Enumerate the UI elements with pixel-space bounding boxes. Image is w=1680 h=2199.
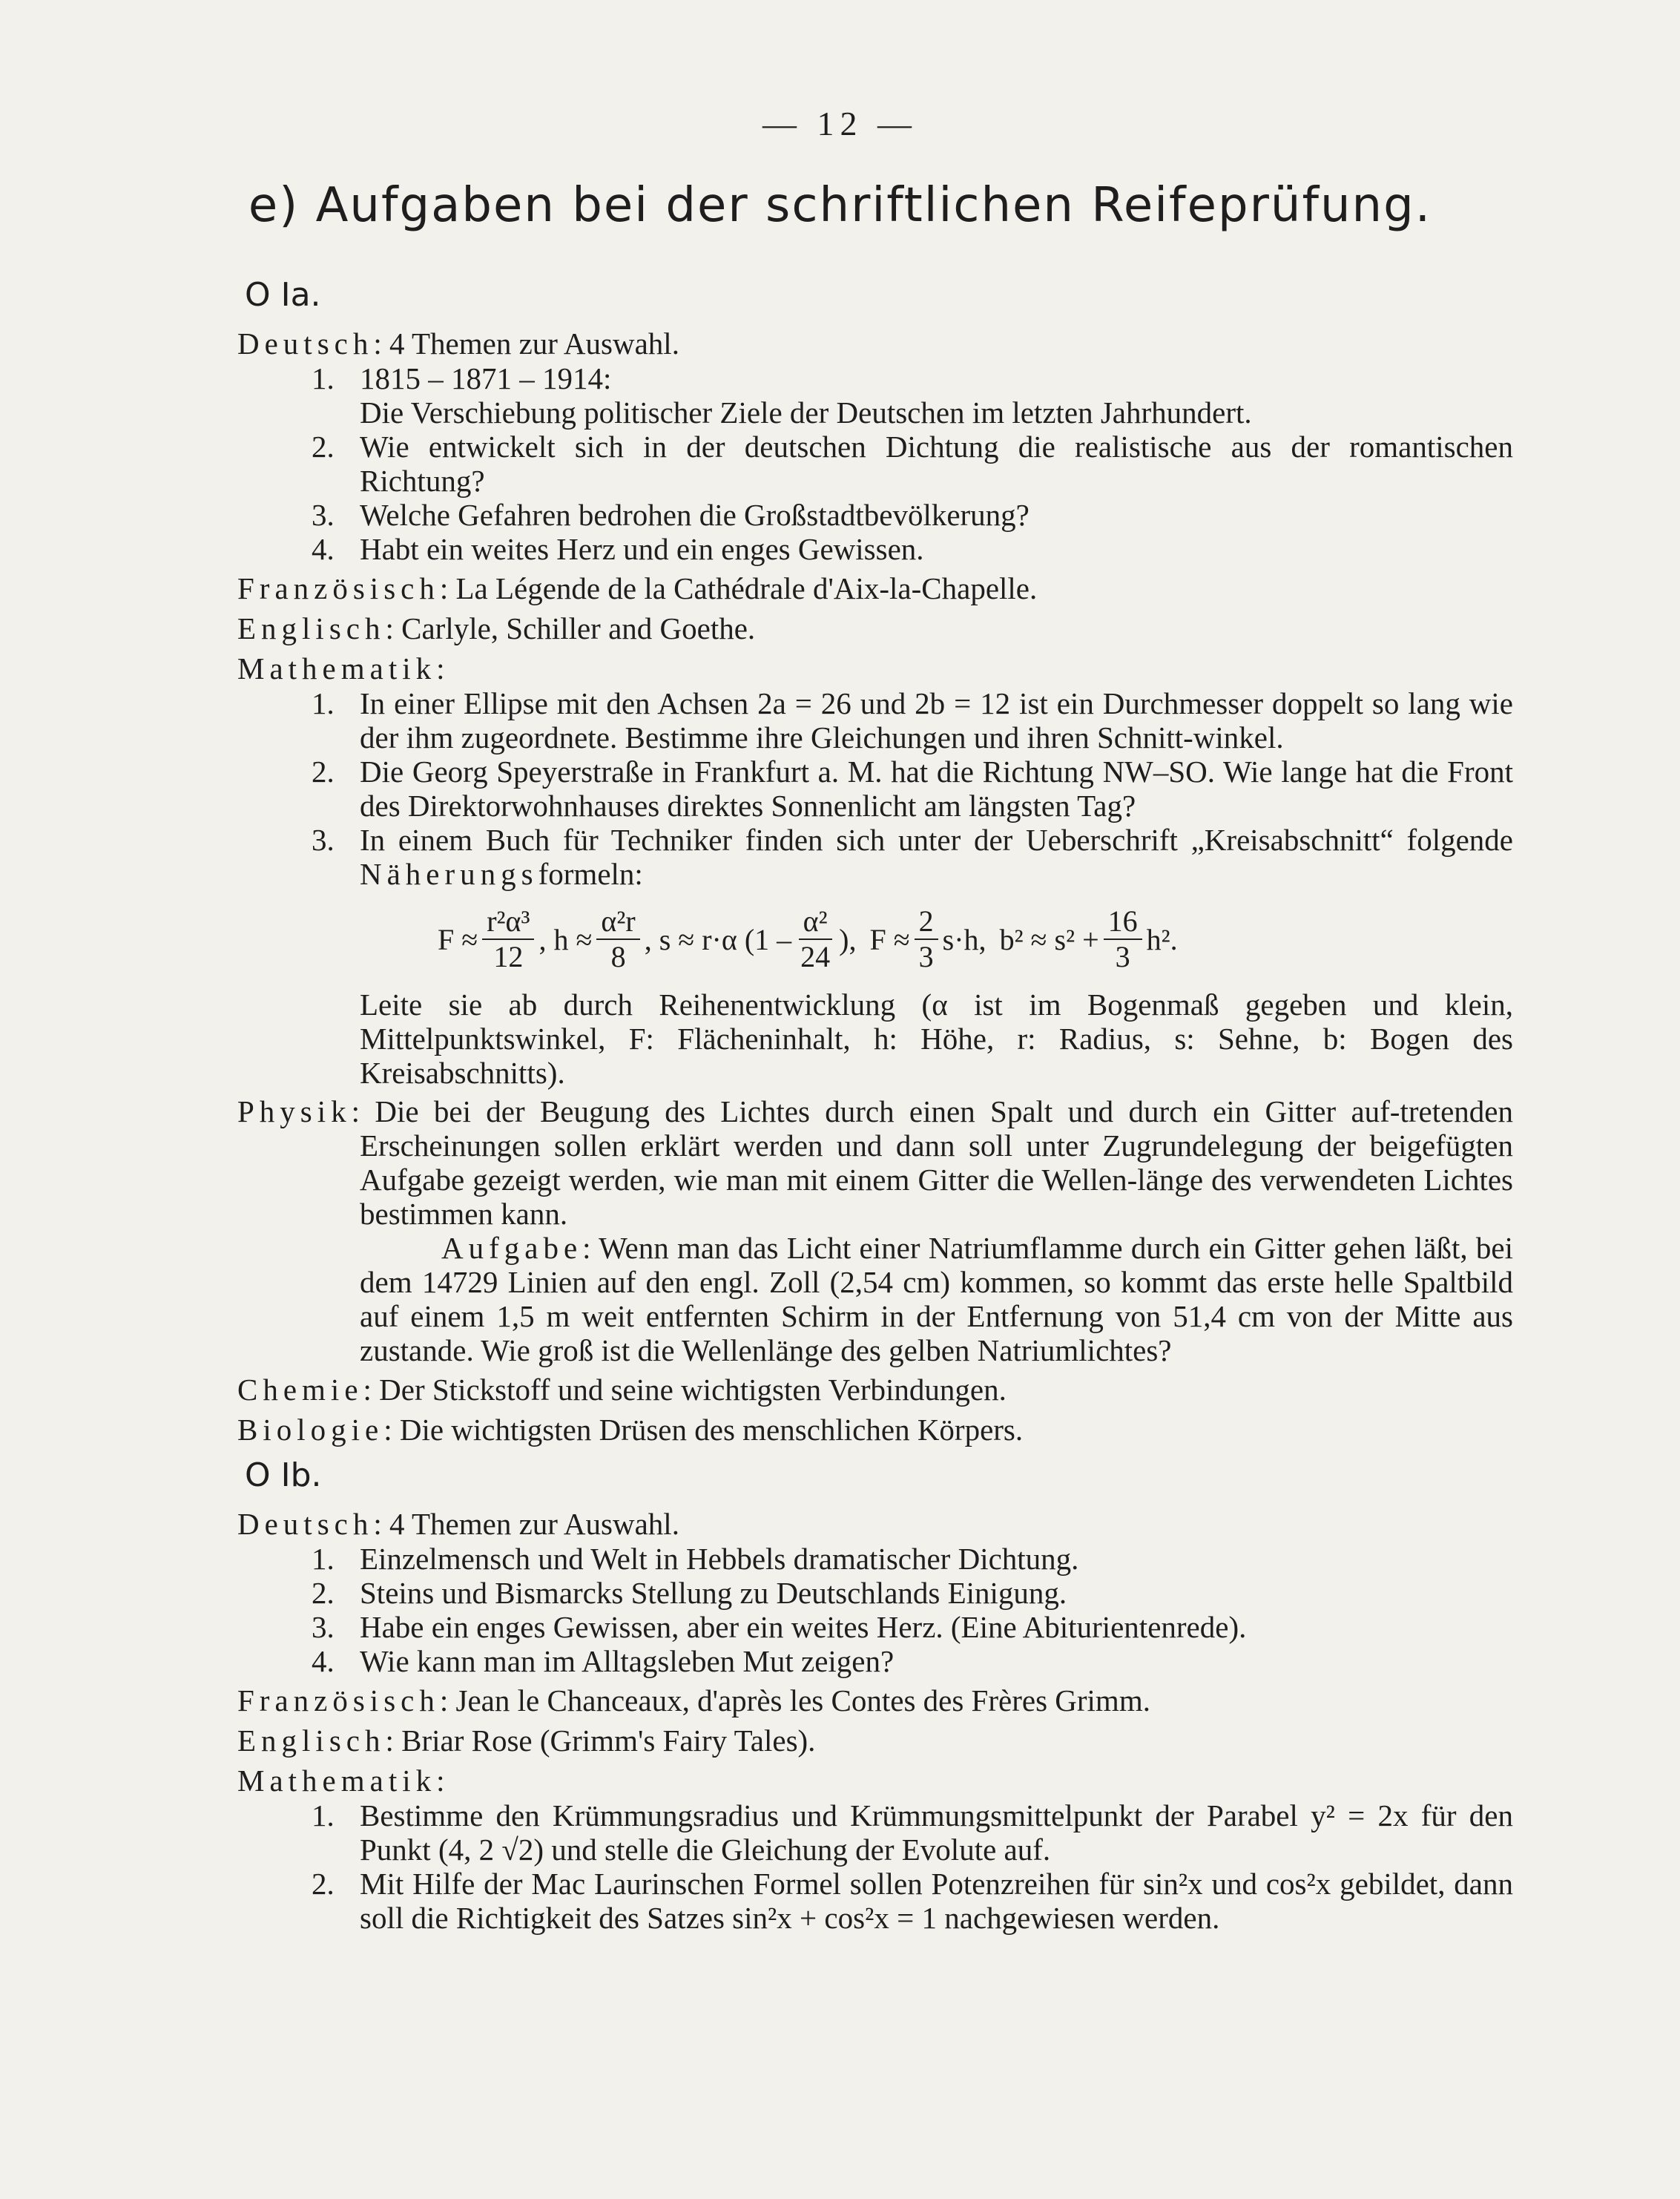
aufgabe-text: : Wenn man das Licht einer Natriumflamme durch ein Gitter gehen läßt, bei dem 14729 Linien auf den engl. Zoll (2,54 cm) kommen, so kommt das erste helle Spaltbild auf einem 1,5 m weit entfernten Schirm in der Entfernung von 51,4 cm von der Mitte aus zustande. Wie groß ist die Wellenlänge des gelben Natriumlichtes?: [360, 1231, 1513, 1367]
item-text: Mit Hilfe der Mac Laurinschen Formel sollen Potenzreihen für sin²x und cos²x gebildet, dann soll die Richtigkeit des Satzes sin²x + cos²x = 1 nachgewiesen werden.: [360, 1867, 1513, 1935]
formula-explanation: Leite sie ab durch Reihenentwicklung (α ist im Bogenmaß gegeben und klein, Mittelpunktswinkel, F: Flächeninhalt, h: Höhe, r: Radius, s: Sehne, b: Bogen des Kreisabschnitts).: [360, 987, 1513, 1090]
item-number: 1.: [312, 686, 335, 720]
subject-label: Biologie: [237, 1413, 384, 1447]
numerator: α²r: [596, 904, 639, 940]
subject-label: Mathematik: [237, 1764, 437, 1798]
denominator: 24: [800, 940, 831, 973]
subject-label: Englisch: [237, 611, 386, 645]
document-body: [237, 267, 1513, 1935]
item-number: 1.: [312, 361, 335, 395]
subject-label: Chemie: [237, 1373, 363, 1407]
formula-text: s·h,: [942, 922, 986, 956]
item-number: 3.: [312, 1610, 335, 1644]
numerator: α²: [799, 904, 832, 940]
class-heading-oib: O Ib.: [245, 1456, 322, 1494]
subject-label: Deutsch: [237, 1507, 374, 1541]
list-item-continuation: Die Verschiebung politischer Ziele der Deutschen im letzten Jahrhundert.: [360, 395, 1252, 430]
item-number: 3.: [312, 498, 335, 532]
subject-mathematik: [237, 651, 1513, 686]
list-item: [237, 1542, 1513, 1576]
subject-label: Englisch: [237, 1723, 386, 1758]
item-number: 3.: [312, 823, 335, 857]
numerator: 16: [1104, 904, 1142, 940]
subject-text: : Jean le Chanceaux, d'après les Contes des Frères Grimm.: [439, 1683, 1150, 1718]
denominator: 3: [1115, 940, 1130, 973]
subject-franzoesisch: [237, 1683, 1513, 1718]
list-item: [237, 1644, 1513, 1678]
subject-text: : Carlyle, Schiller and Goethe.: [385, 611, 756, 645]
subject-deutsch: [237, 326, 1513, 361]
subject-mathematik: [237, 1763, 1513, 1798]
formula-text: F ≈: [438, 922, 478, 956]
item-text-spaced: Näherungs: [360, 857, 538, 891]
subject-label: Deutsch: [237, 326, 374, 361]
formula-text: , h ≈: [538, 922, 593, 956]
list-item: [237, 430, 1513, 498]
item-text: Steins und Bismarcks Stellung zu Deutschlands Einigung.: [360, 1576, 1067, 1610]
formula-text: ),: [839, 922, 857, 956]
subject-colon: :: [436, 1764, 445, 1798]
denominator: 12: [493, 940, 524, 973]
fraction: [915, 904, 938, 974]
denominator: 3: [918, 940, 934, 973]
item-text: Welche Gefahren bedrohen die Großstadtbevölkerung?: [360, 498, 1030, 532]
item-number: 1.: [312, 1542, 335, 1576]
item-number: 2.: [312, 1576, 335, 1610]
item-number: 4.: [312, 1644, 335, 1678]
subject-text: : 4 Themen zur Auswahl.: [373, 1507, 679, 1541]
item-number: 2.: [312, 1867, 335, 1901]
item-text: Wie entwickelt sich in der deutschen Dichtung die realistische aus der romantischen Richtung?: [360, 430, 1513, 498]
list-item: [237, 1798, 1513, 1867]
formula-text: h².: [1146, 922, 1178, 956]
subject-biologie: [237, 1412, 1513, 1447]
subject-label: Französisch: [237, 1683, 440, 1718]
item-text: In einer Ellipse mit den Achsen 2a = 26 und 2b = 12 ist ein Durchmesser doppelt so lang wie der ihm zugeordnete. Bestimme ihre Gleichungen und ihren Schnitt-winkel.: [360, 686, 1513, 755]
page-title: e) Aufgaben bei der schriftlichen Reifeprüfung.: [248, 178, 1432, 233]
list-item: [237, 1867, 1513, 1935]
numerator: 2: [915, 904, 938, 940]
class-heading-oia: O Ia.: [245, 276, 321, 314]
list-item: [237, 361, 1513, 395]
subject-chemie: [237, 1372, 1513, 1407]
subject-label: Physik: [237, 1094, 352, 1128]
item-number: 4.: [312, 532, 335, 566]
list-item: [237, 1576, 1513, 1610]
list-item: [237, 823, 1513, 891]
subject-englisch: [237, 1723, 1513, 1758]
subject-englisch: [237, 611, 1513, 646]
item-number: 2.: [312, 430, 335, 464]
subject-franzoesisch: [237, 571, 1513, 606]
item-number: 1.: [312, 1798, 335, 1832]
list-item: [237, 498, 1513, 532]
item-text: Wie kann man im Alltagsleben Mut zeigen?: [360, 1644, 895, 1678]
formula-text: F ≈: [869, 922, 910, 956]
subject-physik: [237, 1094, 1513, 1231]
numerator: r²α³: [482, 904, 534, 940]
subject-label: Französisch: [237, 571, 440, 605]
item-text: Die Georg Speyerstraße in Frankfurt a. M. hat die Richtung NW–SO. Wie lange hat die Front des Direktorwohnhauses direktes Sonnenlicht am längsten Tag?: [360, 755, 1513, 823]
formula-text: b² ≈ s² +: [999, 922, 1099, 956]
item-text: Habe ein enges Gewissen, aber ein weites Herz. (Eine Abiturientenrede).: [360, 1610, 1247, 1644]
fraction: [482, 904, 534, 974]
item-text: Habt ein weites Herz und ein enges Gewissen.: [360, 532, 924, 566]
list-item: [237, 532, 1513, 566]
item-text: Einzelmensch und Welt in Hebbels dramatischer Dichtung.: [360, 1542, 1079, 1576]
item-text: formeln:: [538, 857, 643, 891]
fraction: [1104, 904, 1142, 974]
list-item: [237, 686, 1513, 755]
subject-text: : 4 Themen zur Auswahl.: [373, 326, 679, 361]
item-text: 1815 – 1871 – 1914:: [360, 361, 612, 395]
subject-text: : La Légende de la Cathédrale d'Aix-la-Chapelle.: [439, 571, 1038, 605]
denominator: 8: [610, 940, 626, 973]
subject-text: : Der Stickstoff und seine wichtigsten Verbindungen.: [363, 1373, 1007, 1407]
fraction: [796, 904, 834, 974]
subject-label: Mathematik: [237, 651, 437, 686]
subject-deutsch: [237, 1506, 1513, 1542]
aufgabe-label: Aufgabe: [441, 1231, 583, 1265]
subject-colon: :: [436, 651, 445, 686]
page-number: — 12 —: [762, 105, 918, 142]
list-item: [237, 1610, 1513, 1644]
subject-text: : Briar Rose (Grimm's Fairy Tales).: [385, 1723, 816, 1758]
list-item: [237, 755, 1513, 823]
item-text: In einem Buch für Techniker finden sich unter der Ueberschrift „Kreisabschnitt“ folgende: [360, 823, 1513, 857]
fraction: [596, 904, 639, 974]
item-text: Bestimme den Krümmungsradius und Krümmungsmittelpunkt der Parabel y² = 2x für den Punkt (4, 2 √2) und stelle die Gleichung der Evolute auf.: [360, 1798, 1513, 1867]
formula-text: , s ≈ r·α (1 –: [644, 922, 792, 956]
subject-text: : Die wichtigsten Drüsen des menschlichen Körpers.: [383, 1413, 1024, 1447]
physik-aufgabe: [237, 1231, 1513, 1367]
approximation-formulas: [237, 895, 1513, 983]
subject-text: : Die bei der Beugung des Lichtes durch einen Spalt und durch ein Gitter auf-tretenden Erscheinungen sollen erklärt werden und dann soll unter Zugrundelegung der beigefügten Aufgabe gezeigt werden, wie man mit einem Gitter die Wellen-länge des verwendeten Lichtes bestimmen kann.: [351, 1094, 1513, 1231]
item-number: 2.: [312, 755, 335, 789]
